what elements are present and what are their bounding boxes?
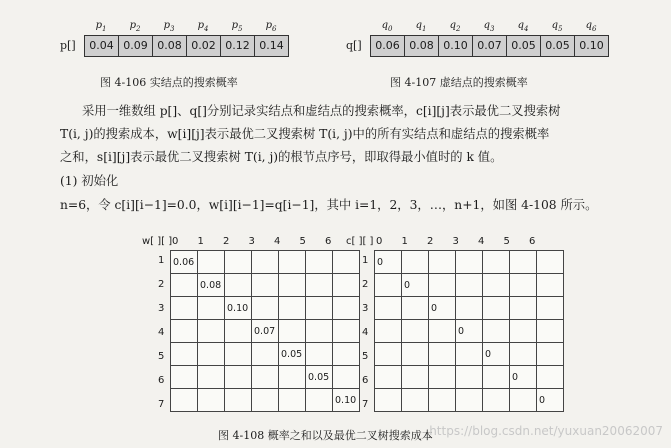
p-subscript: $p_3$ (163, 20, 175, 33)
row-header: 5 (362, 351, 369, 362)
table-cell (171, 297, 198, 320)
table-cell (402, 320, 429, 343)
row-header: 3 (158, 303, 165, 314)
table-cell (225, 251, 252, 274)
col-header: 6 (529, 236, 536, 247)
table-cell: 0.07 (252, 320, 279, 343)
p-subscript: $p_2$ (129, 20, 141, 33)
table-cell (456, 389, 483, 412)
row-header: 7 (362, 399, 369, 410)
row-header: 5 (158, 351, 165, 362)
table-cell (306, 320, 333, 343)
table-cell (198, 251, 225, 274)
table-cell (306, 274, 333, 297)
table-cell: 0 (537, 389, 564, 412)
table-cell (225, 320, 252, 343)
table-cell: 0.06 (171, 251, 198, 274)
table-cell (333, 320, 360, 343)
c-table (374, 250, 564, 412)
w-table-label: w[ ][ ] (142, 236, 173, 247)
table-cell (198, 297, 225, 320)
q-subscript: $q_6$ (585, 20, 597, 33)
table-cell (483, 297, 510, 320)
p-subscript: $p_1$ (95, 20, 107, 33)
row-header: 4 (158, 327, 165, 338)
p-cell: 0.08 (153, 36, 187, 56)
q-subscript: $q_5$ (551, 20, 563, 33)
q-subscript: $q_4$ (517, 20, 529, 33)
table-cell: 0.08 (198, 274, 225, 297)
col-header: 3 (452, 236, 459, 247)
col-header: 0 (172, 236, 179, 247)
col-header: 2 (223, 236, 230, 247)
row-header: 1 (362, 255, 369, 266)
q-cell: 0.10 (439, 36, 473, 56)
table-cell (171, 366, 198, 389)
table-cell (198, 343, 225, 366)
col-header: 3 (248, 236, 255, 247)
table-cell (429, 274, 456, 297)
row-header: 2 (158, 279, 165, 290)
q-array-label: q[] (346, 39, 362, 52)
init-heading: (1) 初始化 (60, 174, 119, 188)
table-cell (402, 366, 429, 389)
fig108-caption: 图 4-108 概率之和以及最优二叉树搜索成本 (218, 429, 433, 442)
p-subscript: $p_6$ (265, 20, 277, 33)
table-cell (375, 297, 402, 320)
table-cell (456, 343, 483, 366)
row-header: 7 (158, 399, 165, 410)
row-header: 6 (158, 375, 165, 386)
table-cell (375, 389, 402, 412)
table-cell (171, 320, 198, 343)
table-cell (483, 389, 510, 412)
table-cell (225, 343, 252, 366)
q-cell: 0.06 (371, 36, 405, 56)
q-cell: 0.10 (575, 36, 608, 56)
table-cell (429, 343, 456, 366)
table-cell (333, 343, 360, 366)
col-header: 5 (503, 236, 510, 247)
table-cell (306, 297, 333, 320)
table-cell (510, 251, 537, 274)
table-cell: 0.05 (306, 366, 333, 389)
q-subscript: $q_1$ (415, 20, 427, 33)
c-table-label: c[ ][ ] (346, 236, 374, 247)
table-cell (483, 251, 510, 274)
row-header: 6 (362, 375, 369, 386)
table-cell (537, 274, 564, 297)
paragraph-line-3: 之和，s[i][j]表示最优二叉搜索树 T(i, j)的根节点序号，即取得最小值时的 k 值。 (60, 150, 503, 164)
table-cell (333, 297, 360, 320)
init-text: n=6，令 c[i][i−1]=0.0，w[i][i−1]=q[i−1]，其中 i=1，2，3，…，n+1，如图 4-108 所示。 (60, 198, 598, 212)
table-cell (510, 274, 537, 297)
table-cell (198, 389, 225, 412)
q-array (370, 35, 609, 57)
table-cell (225, 274, 252, 297)
table-cell (198, 320, 225, 343)
table-cell (252, 297, 279, 320)
q-cell: 0.05 (541, 36, 575, 56)
fig106-caption: 图 4-106 实结点的搜索概率 (100, 76, 238, 89)
p-cell: 0.09 (119, 36, 153, 56)
table-cell (171, 274, 198, 297)
table-cell (279, 389, 306, 412)
table-cell: 0 (483, 343, 510, 366)
p-cell: 0.14 (255, 36, 288, 56)
table-cell (279, 251, 306, 274)
table-cell (279, 320, 306, 343)
table-cell (402, 343, 429, 366)
col-header: 5 (299, 236, 306, 247)
p-cell: 0.04 (85, 36, 119, 56)
table-cell (483, 320, 510, 343)
p-cell: 0.02 (187, 36, 221, 56)
table-cell (198, 366, 225, 389)
table-cell (429, 389, 456, 412)
table-cell: 0.10 (225, 297, 252, 320)
p-cell: 0.12 (221, 36, 255, 56)
table-cell (306, 251, 333, 274)
table-cell (279, 297, 306, 320)
table-cell (456, 251, 483, 274)
q-cell: 0.05 (507, 36, 541, 56)
col-header: 4 (274, 236, 281, 247)
table-cell (537, 297, 564, 320)
paragraph-line-2: T(i, j)的搜索成本，w[i][j]表示最优二叉搜索树 T(i, j)中的所有实结点和虚结点的搜索概率 (60, 127, 550, 141)
table-cell: 0 (429, 297, 456, 320)
table-cell (483, 274, 510, 297)
col-header: 6 (325, 236, 332, 247)
table-cell (537, 320, 564, 343)
table-cell (252, 251, 279, 274)
table-cell (252, 366, 279, 389)
p-subscript: $p_5$ (231, 20, 243, 33)
table-cell (537, 366, 564, 389)
table-cell (333, 251, 360, 274)
table-cell (510, 343, 537, 366)
table-cell (171, 343, 198, 366)
col-header: 1 (197, 236, 204, 247)
q-subscript: $q_3$ (483, 20, 495, 33)
table-cell (429, 251, 456, 274)
table-cell (225, 389, 252, 412)
table-cell (375, 320, 402, 343)
col-header: 4 (478, 236, 485, 247)
table-cell (456, 297, 483, 320)
table-cell (429, 366, 456, 389)
fig107-caption: 图 4-107 虚结点的搜索概率 (390, 76, 528, 89)
col-header: 2 (427, 236, 434, 247)
table-cell (510, 297, 537, 320)
row-header: 3 (362, 303, 369, 314)
q-cell: 0.07 (473, 36, 507, 56)
q-cell: 0.08 (405, 36, 439, 56)
table-cell (402, 389, 429, 412)
table-cell: 0 (510, 366, 537, 389)
table-cell (456, 274, 483, 297)
q-subscript: $q_0$ (381, 20, 393, 33)
table-cell (510, 389, 537, 412)
row-header: 4 (362, 327, 369, 338)
table-cell (279, 366, 306, 389)
table-cell (252, 343, 279, 366)
table-cell: 0.10 (333, 389, 360, 412)
table-cell: 0 (456, 320, 483, 343)
q-subscript: $q_2$ (449, 20, 461, 33)
table-cell (225, 366, 252, 389)
table-cell (510, 320, 537, 343)
table-cell (375, 274, 402, 297)
table-cell (279, 274, 306, 297)
table-cell (537, 251, 564, 274)
table-cell (537, 343, 564, 366)
paragraph-line-1: 采用一维数组 p[]、q[]分别记录实结点和虚结点的搜索概率，c[i][j]表示最优二叉搜索树 (82, 104, 561, 118)
table-cell (333, 274, 360, 297)
row-header: 2 (362, 279, 369, 290)
table-cell (306, 389, 333, 412)
col-header: 0 (376, 236, 383, 247)
table-cell (171, 389, 198, 412)
table-cell: 0 (402, 274, 429, 297)
table-cell: 0.05 (279, 343, 306, 366)
w-table (170, 250, 360, 412)
p-subscript: $p_4$ (197, 20, 209, 33)
table-cell (429, 320, 456, 343)
table-cell (306, 343, 333, 366)
col-header: 1 (401, 236, 408, 247)
watermark: https://blog.csdn.net/yuxuan20062007 (429, 424, 663, 438)
table-cell (402, 297, 429, 320)
p-array-label: p[] (60, 39, 76, 52)
p-array (84, 35, 289, 57)
table-cell (456, 366, 483, 389)
table-cell: 0 (375, 251, 402, 274)
row-header: 1 (158, 255, 165, 266)
table-cell (402, 251, 429, 274)
table-cell (252, 389, 279, 412)
table-cell (375, 343, 402, 366)
table-cell (252, 274, 279, 297)
table-cell (375, 366, 402, 389)
table-cell (483, 366, 510, 389)
table-cell (333, 366, 360, 389)
